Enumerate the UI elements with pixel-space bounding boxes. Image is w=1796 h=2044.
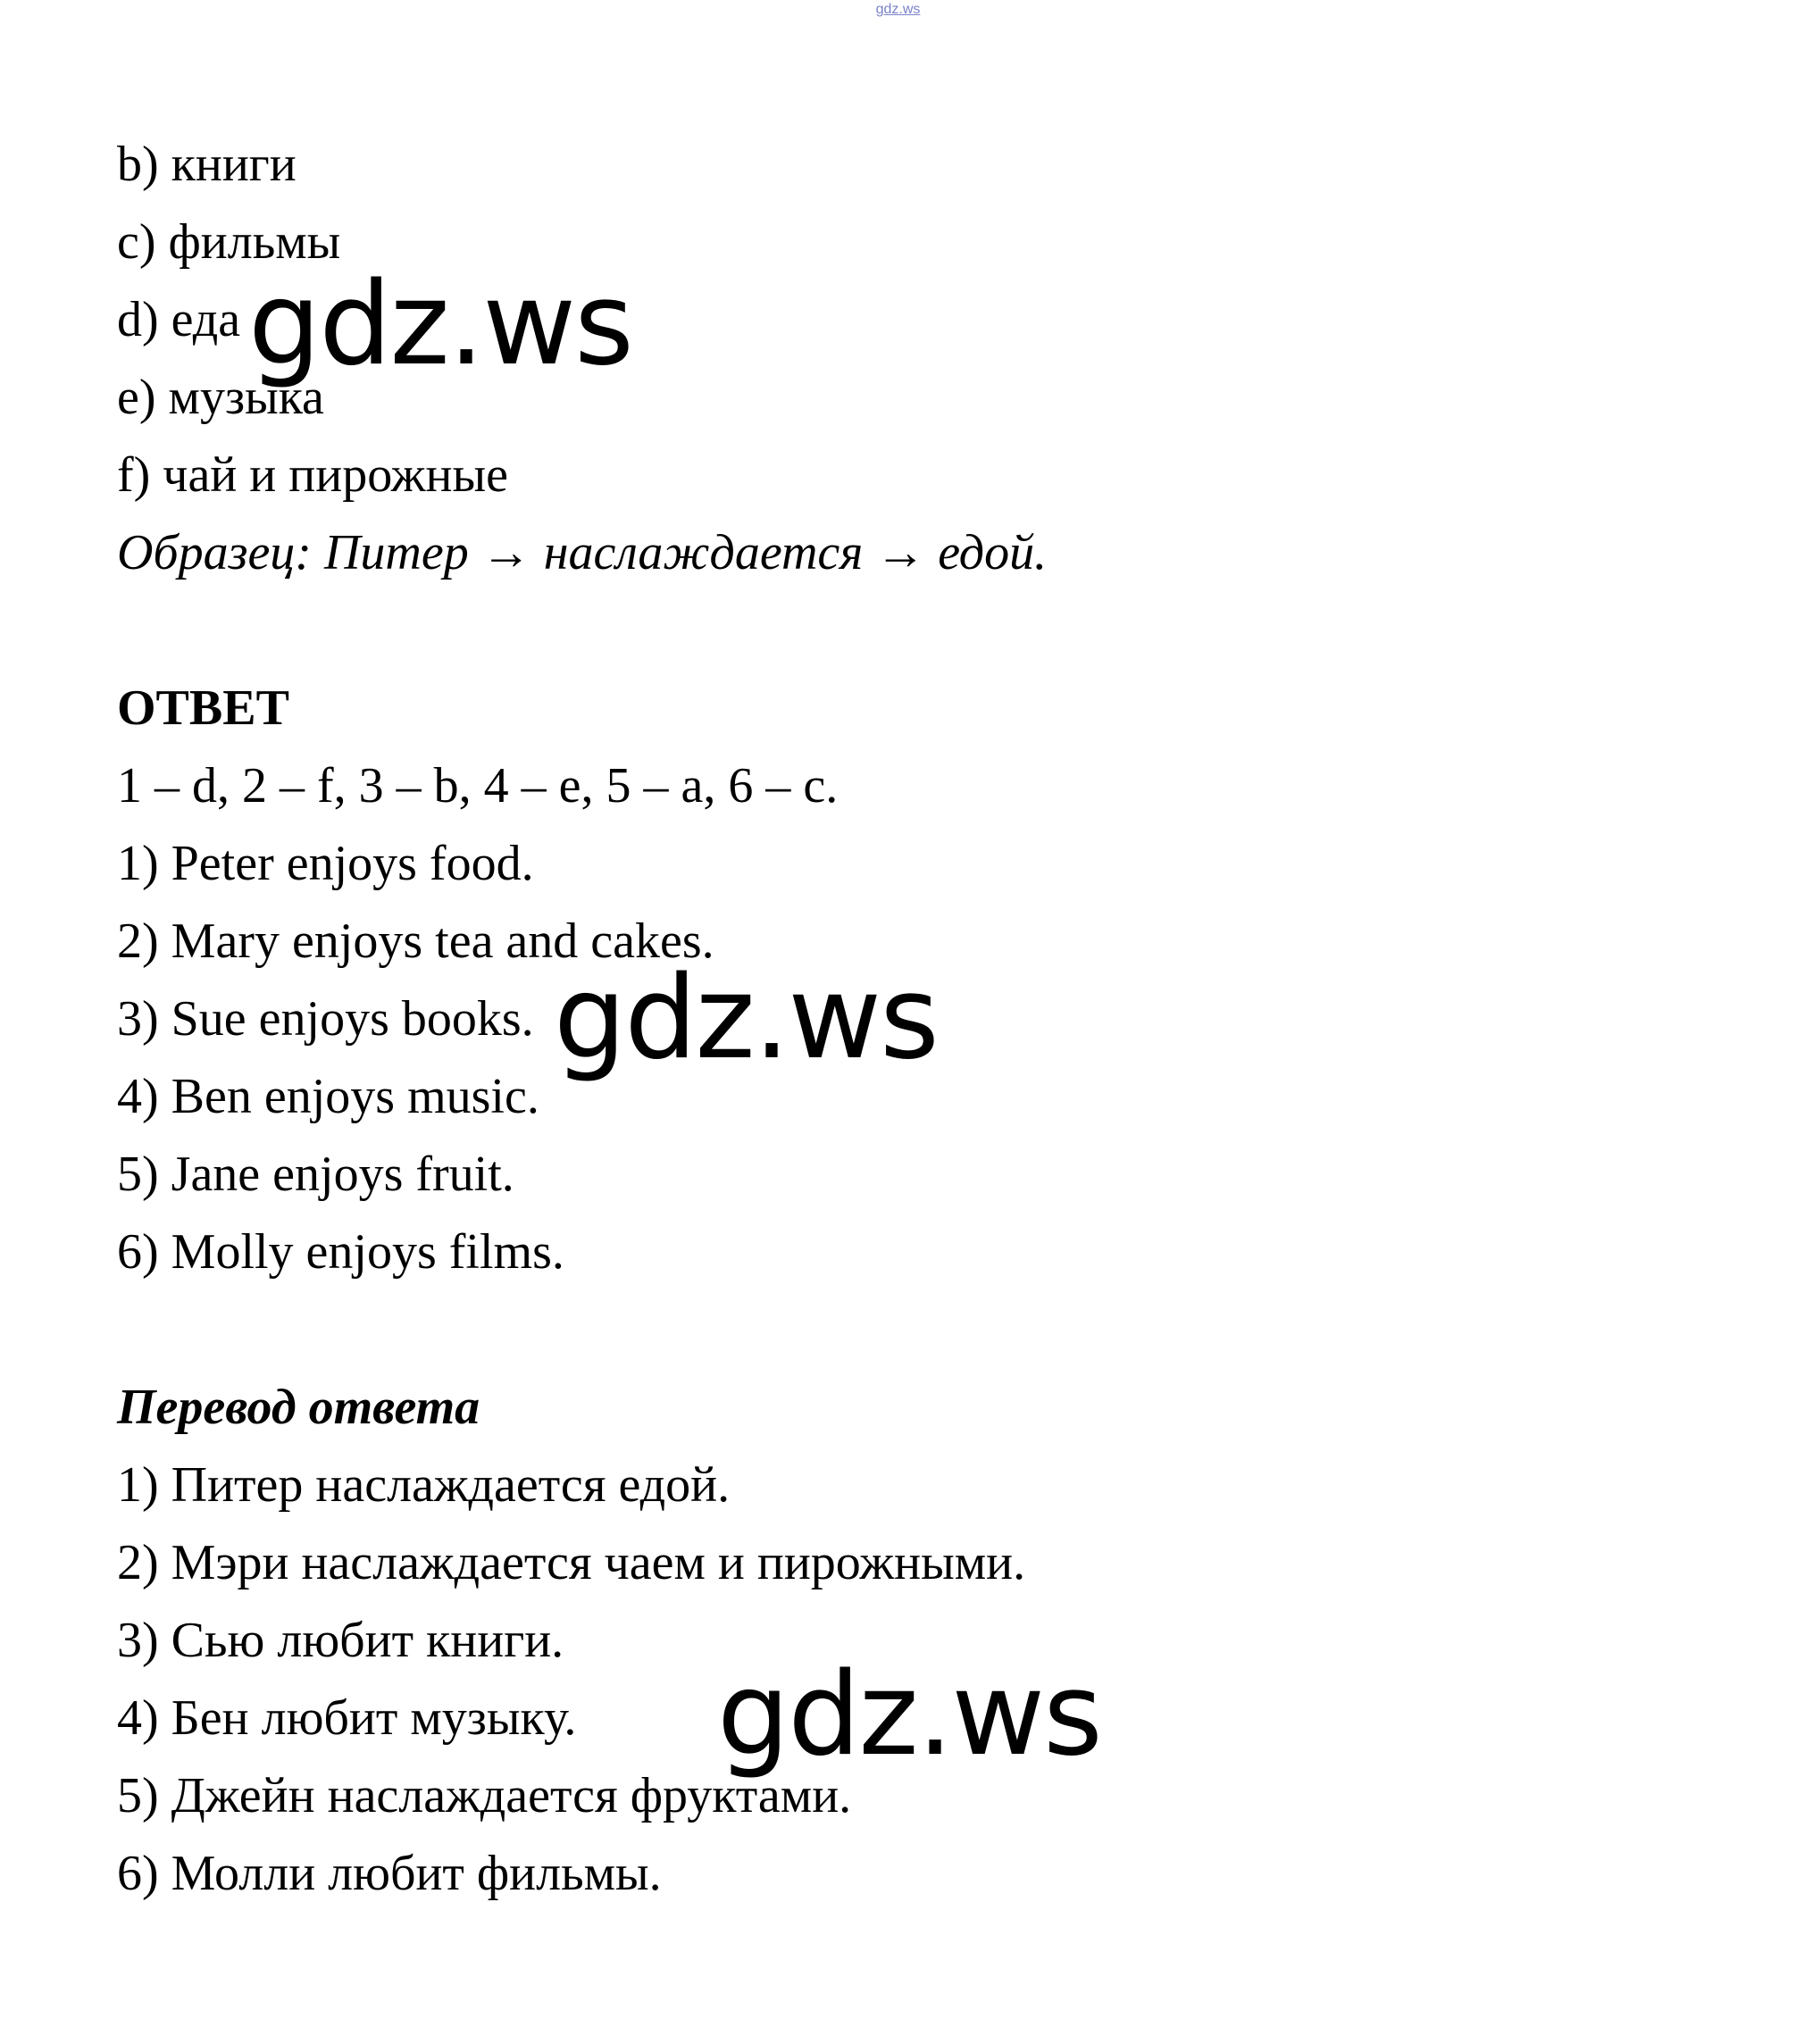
option-b: b) книги <box>117 137 297 192</box>
answer-line-1: 1) Peter enjoys food. <box>117 836 534 891</box>
answer-line-5: 5) Jane enjoys fruit. <box>117 1147 514 1202</box>
answer-line-3: 3) Sue enjoys books. <box>117 991 534 1047</box>
option-c: c) фильмы <box>117 214 341 270</box>
option-d: d) еда <box>117 292 241 347</box>
translation-heading: Перевод ответа <box>117 1380 480 1435</box>
watermark-1: gdz.ws <box>248 258 632 391</box>
answer-heading: ОТВЕТ <box>117 680 289 736</box>
translation-line-1: 1) Питер наслаждается едой. <box>117 1457 731 1513</box>
answer-line-6: 6) Molly enjoys films. <box>117 1224 564 1280</box>
answer-key: 1 – d, 2 – f, 3 – b, 4 – e, 5 – a, 6 – c. <box>117 758 839 813</box>
watermark-2: gdz.ws <box>554 952 938 1085</box>
translation-line-4: 4) Бен любит музыку. <box>117 1690 577 1746</box>
answer-line-2: 2) Mary enjoys tea and cakes. <box>117 914 714 969</box>
option-e: e) музыка <box>117 370 324 425</box>
translation-line-6: 6) Молли любит фильмы. <box>117 1846 662 1901</box>
translation-line-2: 2) Мэри наслаждается чаем и пирожными. <box>117 1535 1026 1590</box>
translation-line-5: 5) Джейн наслаждается фруктами. <box>117 1768 852 1823</box>
answer-line-4: 4) Ben enjoys music. <box>117 1069 539 1124</box>
header-watermark: gdz.ws <box>875 2 921 17</box>
option-f: f) чай и пирожные <box>117 447 508 503</box>
example-line: Образец: Питер → наслаждается → едой. <box>117 525 1048 580</box>
translation-line-3: 3) Сью любит книги. <box>117 1613 564 1668</box>
watermark-3: gdz.ws <box>717 1648 1101 1781</box>
